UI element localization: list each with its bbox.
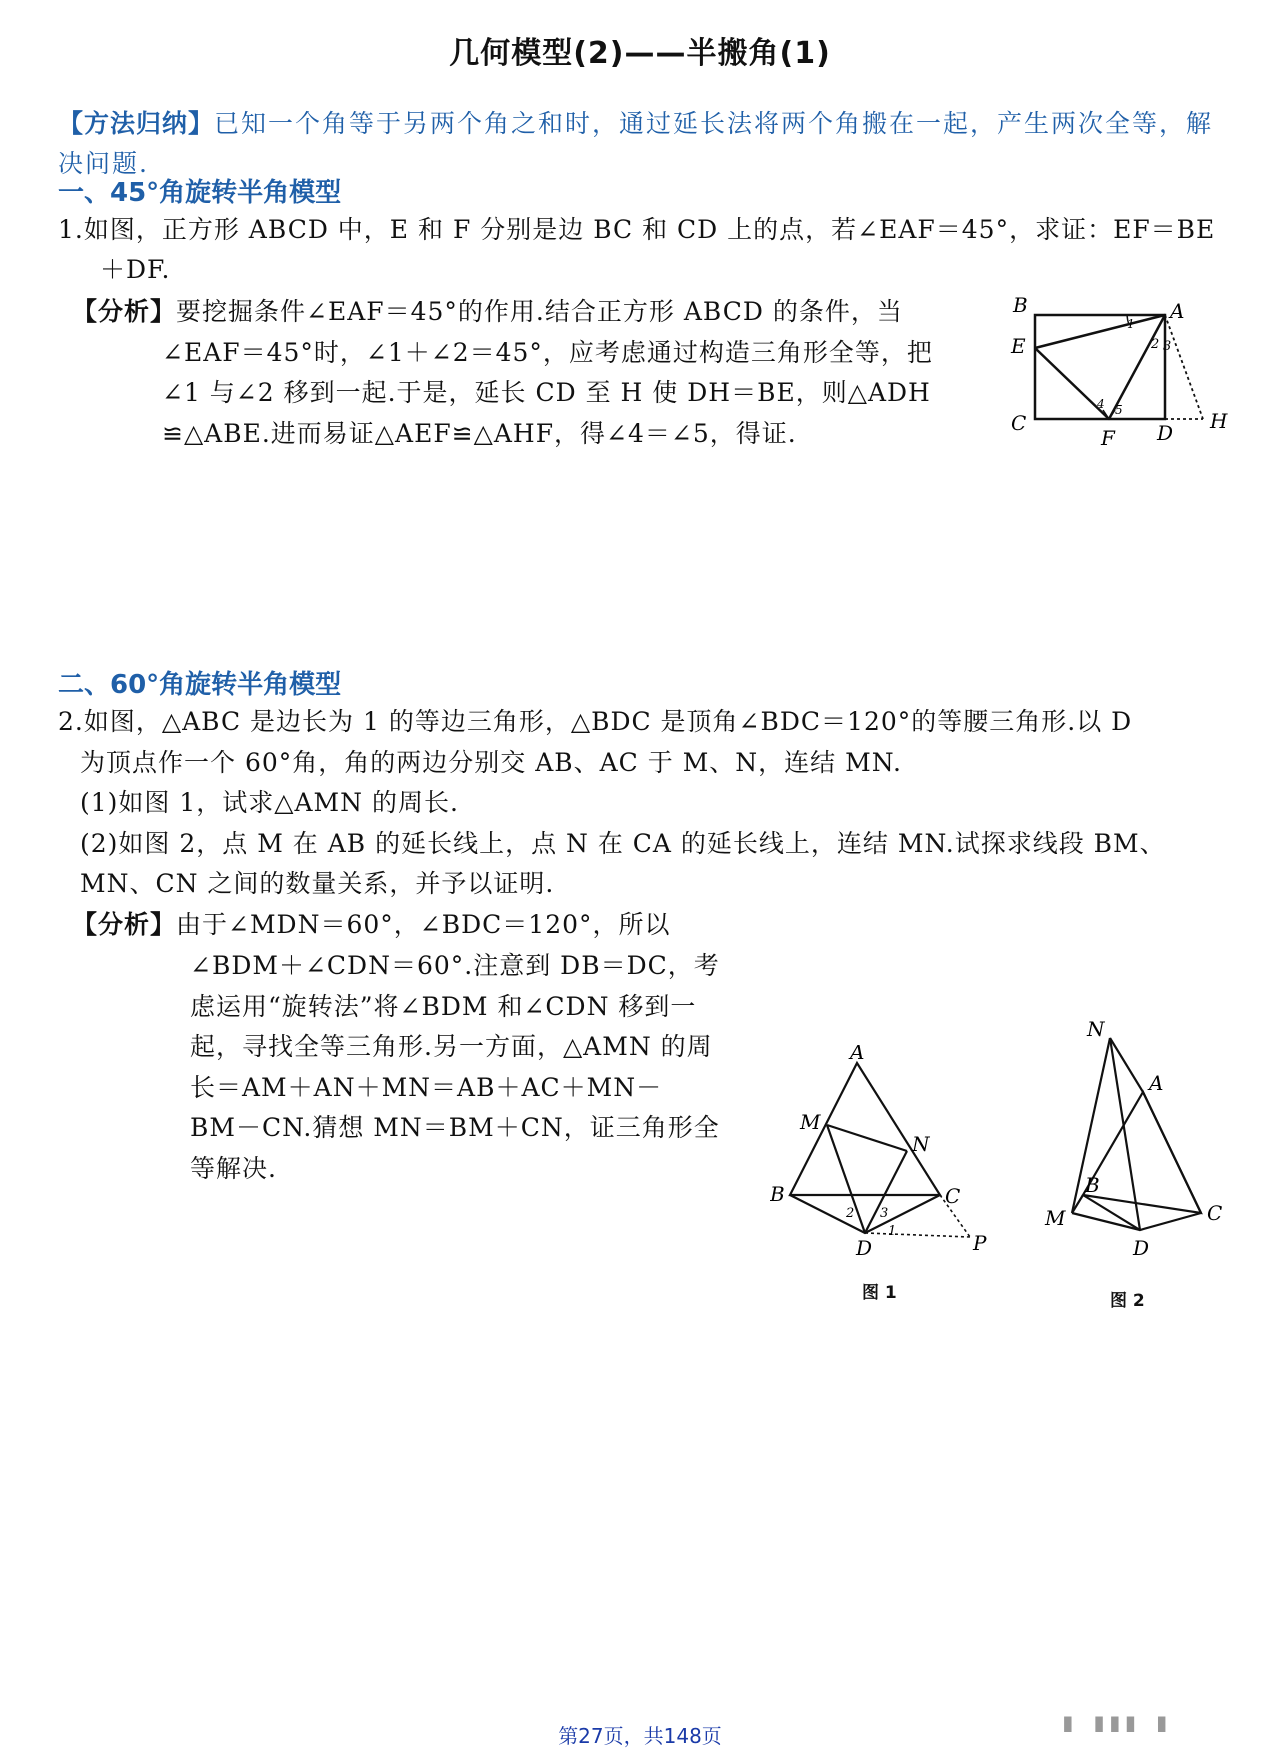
segment-ah	[1165, 315, 1203, 419]
analysis1-line3: ∠1 与∠2 移到一起.于是，延长 CD 至 H 使 DH＝BE，则△ADH	[162, 378, 931, 407]
fig1-label-a: A	[850, 1045, 865, 1064]
fig1-label-b: B	[770, 1182, 785, 1206]
angle-1-label: 1	[1127, 317, 1135, 331]
fig1-angle-1: 1	[888, 1224, 897, 1239]
angle-2-label: 2	[1151, 337, 1160, 352]
fig1-angle-3: 3	[880, 1206, 889, 1221]
section2-heading: 二、60°角旋转半角模型	[58, 670, 342, 700]
page-footer: 第27页，共148页	[558, 1724, 722, 1748]
label-c: C	[1011, 411, 1027, 435]
fig2-label-c: C	[1207, 1201, 1223, 1225]
analysis2-text1: 由于∠MDN＝60°，∠BDC＝120°，所以	[176, 910, 671, 939]
problem2-line4: (2)如图 2，点 M 在 AB 的延长线上，点 N 在 CA 的延长线上，连结 MN.试探求线段 BM、	[80, 829, 1166, 858]
analysis2-line5: 长＝AM＋AN＋MN＝AB＋AC＋MN－	[190, 1073, 663, 1102]
angle-5-label: 5	[1115, 403, 1123, 417]
fig1-label-n: N	[912, 1132, 930, 1156]
analysis1-text1: 要挖掘条件∠EAF＝45°的作用.结合正方形 ABCD 的条件，当	[176, 297, 903, 326]
analysis2-line7: 等解决.	[190, 1154, 277, 1183]
fig1-label-d: D	[856, 1236, 873, 1260]
problem1-line2: ＋DF.	[100, 255, 171, 284]
section1-heading: 一、45°角旋转半角模型	[58, 178, 342, 208]
figure2	[1035, 1020, 1250, 1265]
method-text: 已知一个角等于另两个角之和时，通过延长法将两个角搬在一起，产生两次全等，解决问题.	[58, 109, 1214, 178]
label-a: A	[1170, 299, 1185, 323]
label-f: F	[1101, 426, 1115, 450]
scroll-handle-icon[interactable]: ▮ ▮▮▮ ▮	[1060, 1708, 1170, 1738]
segment-md	[1072, 1213, 1140, 1230]
figure1	[770, 1045, 1010, 1265]
fig1-angle-2: 2	[846, 1206, 855, 1221]
fig2-label-d: D	[1133, 1236, 1150, 1260]
triangle-abc	[1083, 1092, 1201, 1213]
page-title: 几何模型(2)——半搬角(1)	[449, 36, 831, 71]
problem1-line1: 1.如图，正方形 ABCD 中，E 和 F 分别是边 BC 和 CD 上的点，若∠EAF＝45°，求证：EF＝BE	[58, 215, 1216, 244]
label-d: D	[1157, 421, 1174, 445]
analysis1-tag: 【分析】	[72, 297, 177, 326]
fig1-label-c: C	[945, 1184, 961, 1208]
fig2-label-m: M	[1045, 1206, 1066, 1230]
method-tag: 【方法归纳】	[58, 109, 215, 138]
problem2-line2: 为顶点作一个 60°角，角的两边分别交 AB、AC 于 M、N，连结 MN.	[80, 748, 902, 777]
analysis1-line1	[72, 292, 903, 332]
triangle-bdc-sides	[790, 1195, 940, 1233]
analysis1-line4: ≌△ABE.进而易证△AEF≌△AHF，得∠4＝∠5，得证.	[162, 419, 797, 448]
segment-mn	[827, 1125, 907, 1151]
analysis2-line4: 起，寻找全等三角形.另一方面，△AMN 的周	[190, 1032, 713, 1061]
figure2-caption: 图 2	[1110, 1291, 1145, 1311]
analysis2-line1	[72, 905, 671, 945]
fig2-label-n: N	[1087, 1020, 1105, 1041]
fig2-label-a: A	[1149, 1071, 1164, 1095]
angle-4-label: 4	[1097, 397, 1105, 411]
label-h: H	[1210, 409, 1228, 433]
square-figure	[1005, 290, 1245, 460]
analysis1-line2: ∠EAF＝45°时，∠1＋∠2＝45°，应考虑通过构造三角形全等，把	[162, 338, 933, 367]
fig1-label-m: M	[800, 1110, 821, 1134]
analysis2-line6: BM－CN.猜想 MN＝BM＋CN，证三角形全	[190, 1113, 720, 1142]
label-e: E	[1011, 334, 1026, 358]
analysis2-line2: ∠BDM＋∠CDN＝60°.注意到 DB＝DC，考	[190, 951, 720, 980]
problem2-line5: MN、CN 之间的数量关系，并予以证明.	[80, 869, 555, 898]
fig1-label-p: P	[973, 1231, 987, 1255]
analysis2-line3: 虑运用“旋转法”将∠BDM 和∠CDN 移到一	[190, 992, 697, 1021]
figure1-caption: 图 1	[862, 1283, 897, 1303]
analysis2-tag: 【分析】	[72, 910, 177, 939]
problem2-line3: (1)如图 1，试求△AMN 的周长.	[80, 788, 459, 817]
segment-ae	[1035, 315, 1165, 348]
angle-3-label: 3	[1163, 339, 1172, 354]
fig2-label-b: B	[1085, 1173, 1100, 1197]
segment-dp	[865, 1233, 970, 1237]
label-b: B	[1013, 293, 1028, 317]
problem2-line1: 2.如图，△ABC 是边长为 1 的等边三角形，△BDC 是顶角∠BDC＝120°的等腰三角形.以 D	[58, 707, 1133, 736]
triangle-bdc-sides	[1083, 1195, 1201, 1230]
